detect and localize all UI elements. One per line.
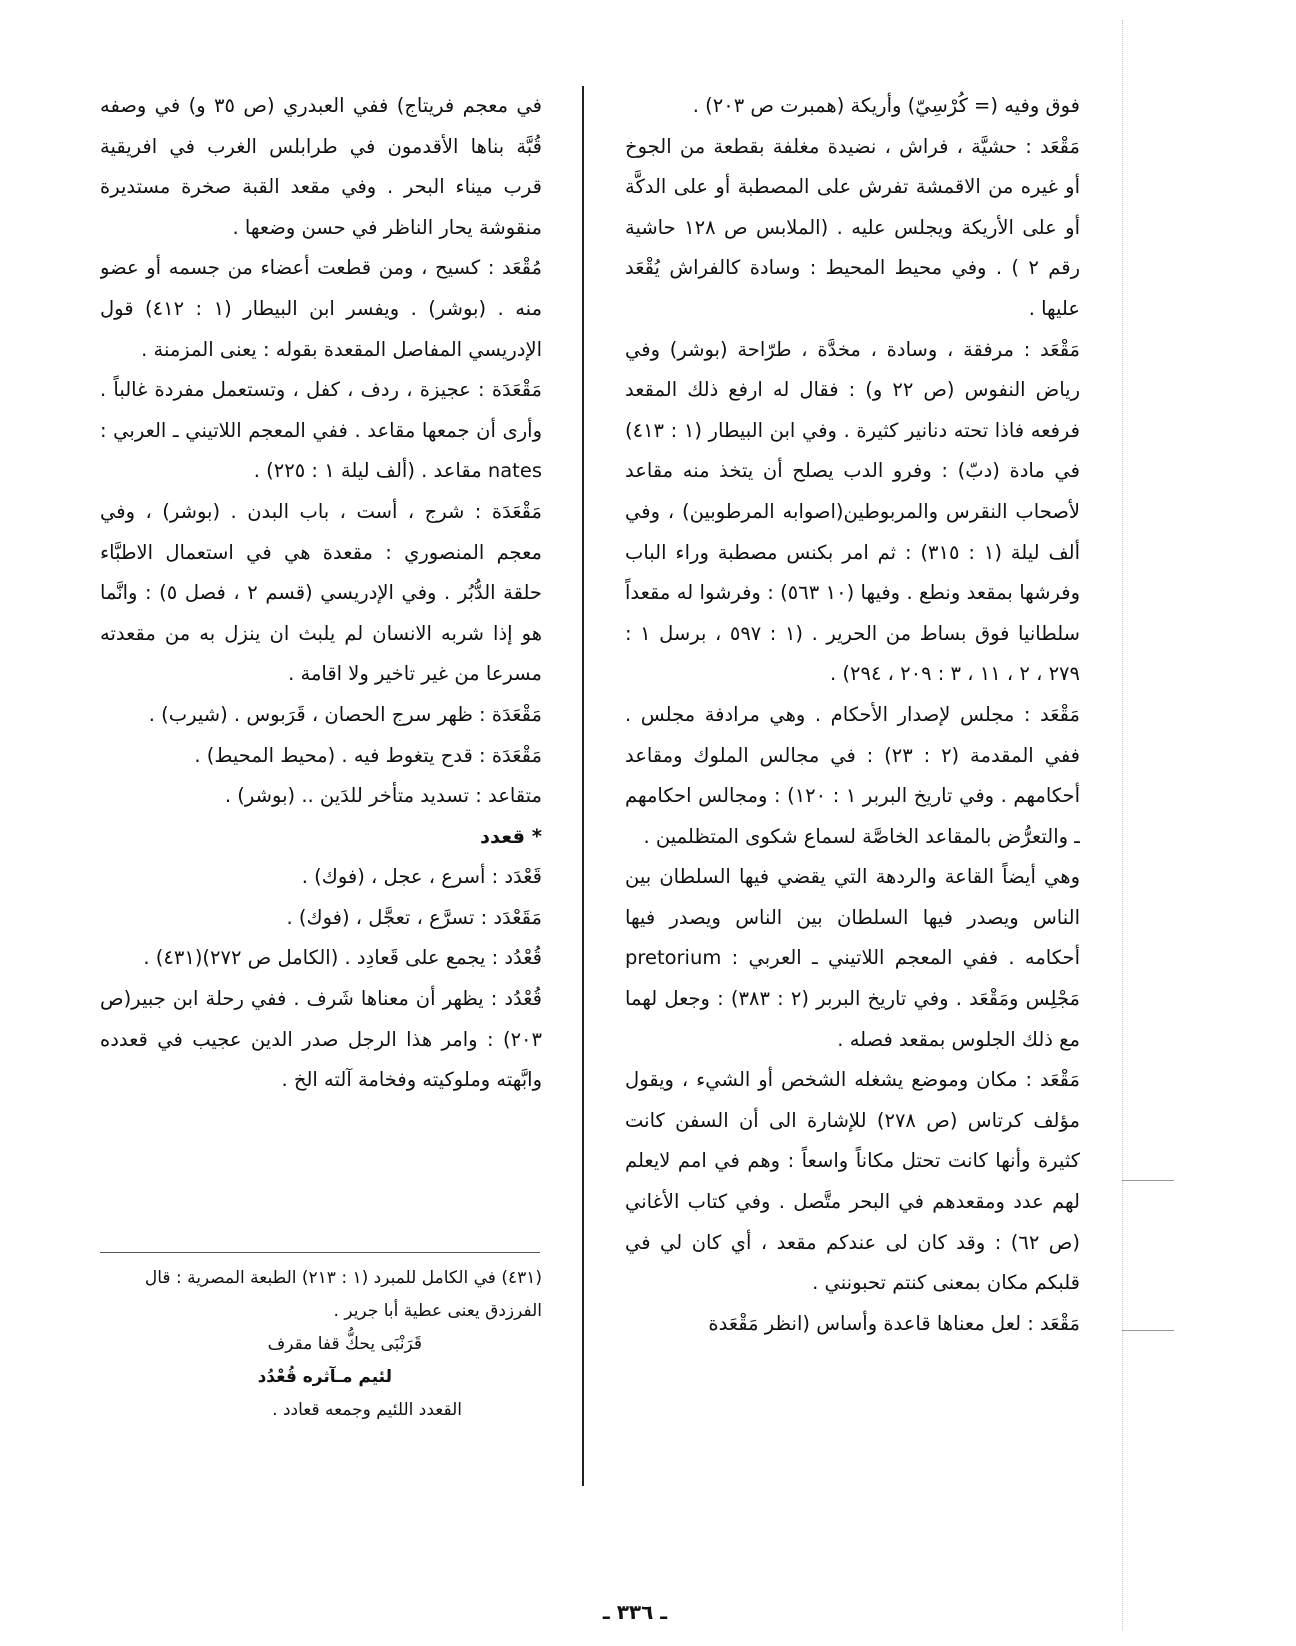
- entry-paragraph: مَقْعَد : حشيَّة ، فراش ، نضيدة مغلفة بقطعة من الجوخ أو غيره من الاقمشة تفرش على المصطبة أو على الدكَّة أو على الأريكة ويجلس عليه . (الملابس ص ١٢٨ حاشية رقم ٢ ) . وفي محيط المحيط : وسادة كالفراش يُقْعَد عليها .: [625, 134, 1080, 320]
- entry-paragraph: متقاعد : تسديد متأخر للدَين .. (بوشر) .: [224, 784, 542, 808]
- entry-paragraph: فوق وفيه (= كُرْسِيّ) وأريكة (همبرت ص ٢٠٣) .: [692, 94, 1080, 117]
- entry-paragraph: قَعْدَد : أسرع ، عجل ، (فوك) .: [301, 865, 542, 889]
- footnote: [100, 1262, 542, 1427]
- column-divider: [582, 86, 584, 1486]
- entry-paragraph: مَقْعَدَة : قدح يتغوط فيه . (محيط المحيط) .: [194, 743, 542, 767]
- footnote-text: القعدد اللئيم وجمعه قعادد .: [272, 1400, 462, 1420]
- entry-paragraph: مَقَعْدَد : تسرَّع ، تعجَّل ، (فوك) .: [286, 905, 542, 929]
- root-heading: * قعدد: [479, 824, 542, 848]
- scan-edge-line: [1122, 20, 1123, 1630]
- footnote-verse: لئيم مـآثره قُعْدُد: [257, 1367, 392, 1387]
- scan-tick-mark: [1122, 1330, 1174, 1331]
- entry-paragraph: مَقْعَدَة : شرج ، أست ، باب البدن . (بوشر) ، وفي معجم المنصوري : مقعدة هي في استعمال الاطبَّاء حلقة الدُّبُر . وفي الإدريسي (قسم ٢ ، فصل ٥) : وانَّما هو إذا شربه الانسان لم يلبث ان ينزل به من مقعدته مسرعا من غير تاخير ولا اقامة .: [100, 499, 542, 686]
- left-column: [100, 86, 542, 1246]
- entry-paragraph: مَقْعَد : مكان وموضع يشغله الشخص أو الشيء ، ويقول مؤلف كرتاس (ص ٢٧٨) للإشارة الى أن السفن كانت كثيرة وأنها كانت تحتل مكاناً واسعاً : وهم في امم لايعلم لهم عدد ومقعدهم في البحر متَّصل . وفي كتاب الأغاني (ص ٦٢) : وقد كان لى عندكم مقعد ، أي كان لي في قلبكم مكان بمعنى كنتم تحبونني .: [625, 1068, 1080, 1295]
- footnote-text: (٤٣١) في الكامل للمبرد (١ : ٢١٣) الطبعة المصرية : قال الفرزدق يعنى عطية أبا جرير .: [144, 1268, 542, 1321]
- footnote-rule: [100, 1252, 540, 1253]
- entry-paragraph: وهي أيضاً القاعة والردهة التي يقضي فيها السلطان بين الناس ويصدر فيها السلطان بين الناس ويصدر فيها أحكامه . ففي المعجم اللاتيني ـ العربي : pretorium مَجْلِس ومَقْعَد . وفي تاريخ البربر (٢ : ٣٨٣) : وجعل لهما مع ذلك الجلوس بمقعد فصله .: [625, 865, 1080, 1051]
- entry-paragraph: مَقْعَدَة : عجيزة ، ردف ، كفل ، وتستعمل مفردة غالباً . وأرى أن جمعها مقاعد . ففي المعجم اللاتيني ـ العربي : nates مقاعد . (ألف ليلة ١ : ٢٢٥) .: [100, 378, 542, 483]
- right-column: [625, 86, 1080, 1486]
- entry-paragraph: مَقْعَد : مرفقة ، وسادة ، مخدَّة ، طرّاحة (بوشر) وفي رياض النفوس (ص ٢٢ و) : فقال له ارفع ذلك المقعد فرفعه فاذا تحته دنانير كثيرة . وفي ابن البيطار (١ : ٤١٣) في مادة (دبّ) : وفرو الدب يصلح أن يتخذ منه مقاعد لأصحاب النقرس والمربوطين(اصوابه المرطوبين) ، وفي ألف ليلة (١ : ٣١٥) : ثم امر بكنس مصطبة وراء الباب وفرشها بمقعد ونطع . وفيها (١٠ ٥٦٣) : وفرشوا له مقعداً سلطانيا فوق بساط من الحرير . (١ : ٥٩٧ ، برسل ١ : ٢٧٩ ، ٢ ، ١١ ، ٣ : ٢٠٩ ، ٢٩٤) .: [625, 337, 1080, 686]
- entry-paragraph: مَقْعَدَة : ظهر سرج الحصان ، قَرَبوس . (شيرب) .: [148, 702, 542, 726]
- entry-paragraph: مَقْعَد : لعل معناها قاعدة وأساس (انظر مَقْعَدة: [708, 1311, 1080, 1335]
- entry-paragraph: في معجم فريتاج) ففي العبدري (ص ٣٥ و) في وصفه قُبَّة بناها الأقدمون في طرابلس الغرب في افريقية قرب ميناء البحر . وفي مقعد القبة صخرة مستديرة منقوشة يحار الناظر في حسن وضعها .: [100, 94, 542, 239]
- entry-paragraph: قُعْدُد : يظهر أن معناها شَرف . ففي رحلة ابن جبير(ص ٢٠٣) : وامر هذا الرجل صدر الدين عجيب في قعدده وابَّهته وملوكيته وفخامة آلته الخ .: [100, 987, 542, 1092]
- footnote-verse: قَرَنْبَى يحكُّ قفا مقرف: [267, 1334, 422, 1354]
- scan-tick-mark: [1122, 1180, 1174, 1181]
- page-number: ـ ٣٣٦ ـ: [602, 1600, 668, 1624]
- entry-paragraph: قُعْدُد : يجمع على قَعادِد . (الكامل ص ٢٧٢)(٤٣١) .: [143, 946, 542, 970]
- entry-paragraph: مَقْعَد : مجلس لإصدار الأحكام . وهي مرادفة مجلس . ففي المقدمة (٢ : ٢٣) : في مجالس الملوك ومقاعد أحكامهم . وفي تاريخ البربر ١ : ١٢٠) : ومجالس احكامهم ـ والتعرُّض بالمقاعد الخاصَّة لسماع شكوى المتظلمين .: [625, 702, 1080, 848]
- entry-paragraph: مُقْعَد : كسيح ، ومن قطعت أعضاء من جسمه أو عضو منه . (بوشر) . ويفسر ابن البيطار (١ : ٤١٢) قول الإدريسي المفاصل المقعدة بقوله : يعنى المزمنة .: [100, 256, 542, 361]
